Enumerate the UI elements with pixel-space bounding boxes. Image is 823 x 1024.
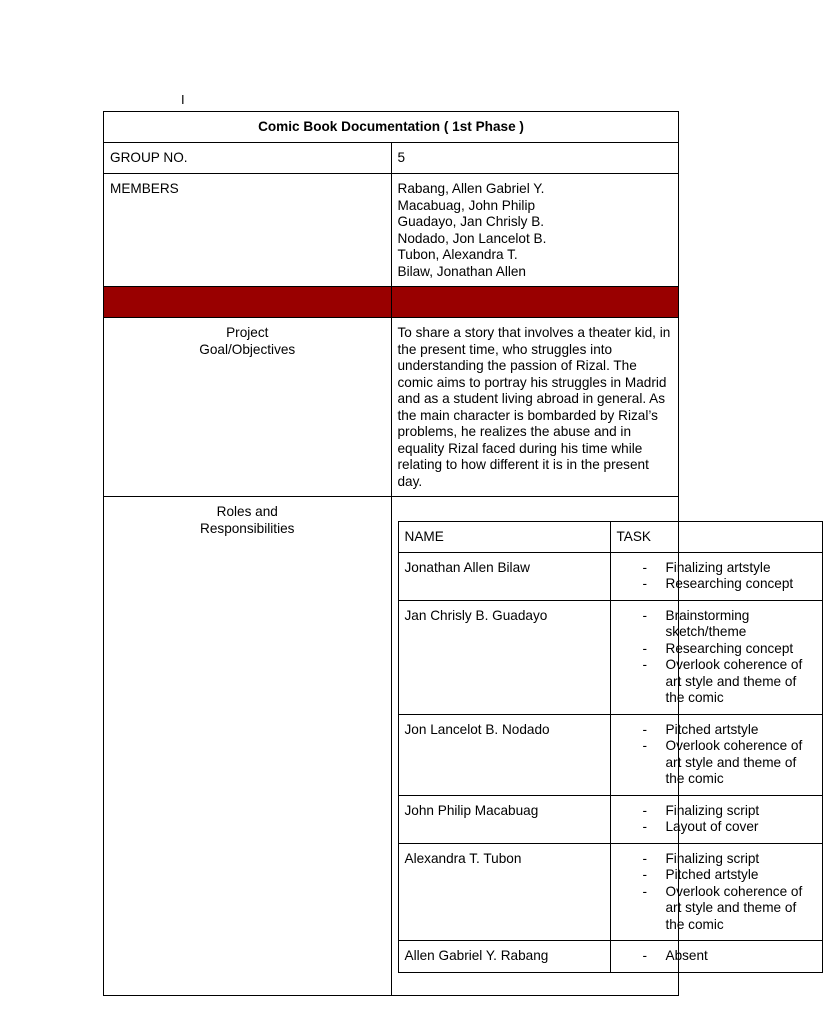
title-row bbox=[104, 112, 679, 143]
role-tasks-cell bbox=[610, 843, 822, 941]
roles-label-cell bbox=[104, 497, 392, 996]
goal-text-cell bbox=[391, 318, 679, 497]
task-list bbox=[617, 803, 816, 836]
task-list bbox=[617, 948, 816, 965]
table-row bbox=[398, 714, 822, 795]
role-member-name: Alexandra T. Tubon bbox=[398, 843, 610, 941]
task-item: - Brainstorming sketch/theme bbox=[643, 608, 816, 641]
task-item: - Researching concept bbox=[643, 576, 816, 593]
members-row bbox=[104, 174, 679, 287]
group-value: 5 bbox=[397, 150, 406, 165]
task-item: - Finalizing script bbox=[643, 803, 816, 820]
roles-header-name: NAME bbox=[398, 522, 610, 553]
task-item: - Pitched artstyle bbox=[643, 722, 816, 739]
table-row bbox=[398, 600, 822, 714]
group-value-cell bbox=[391, 143, 679, 174]
roles-label-line: Responsibilities bbox=[200, 520, 295, 536]
table-row bbox=[398, 843, 822, 941]
task-list bbox=[617, 608, 816, 707]
task-item: - Layout of cover bbox=[643, 819, 816, 836]
documentation-table bbox=[103, 111, 803, 996]
table-row bbox=[398, 552, 822, 600]
text-cursor-mark: I bbox=[181, 92, 185, 107]
table-row bbox=[398, 941, 822, 973]
task-item: - Overlook coherence of art style and theme of the comic bbox=[643, 738, 816, 788]
task-item: - Researching concept bbox=[643, 641, 816, 658]
members-label: MEMBERS bbox=[110, 181, 179, 196]
role-member-name: Allen Gabriel Y. Rabang bbox=[398, 941, 610, 973]
member-name: Macabuag, John Philip bbox=[397, 197, 536, 213]
group-label-cell bbox=[104, 143, 392, 174]
role-member-name: Jan Chrisly B. Guadayo bbox=[398, 600, 610, 714]
table-row bbox=[398, 795, 822, 843]
role-tasks-cell bbox=[610, 795, 822, 843]
role-tasks-cell bbox=[610, 552, 822, 600]
goal-label-line: Goal/Objectives bbox=[199, 341, 296, 357]
document-title: Comic Book Documentation ( 1st Phase ) bbox=[104, 112, 679, 143]
roles-row bbox=[104, 497, 679, 996]
banner-right-cell bbox=[391, 287, 679, 318]
members-list-cell bbox=[391, 174, 679, 287]
task-item: - Finalizing script bbox=[643, 851, 816, 868]
members-list bbox=[392, 174, 679, 286]
members-label-cell bbox=[104, 174, 392, 287]
member-name: Bilaw, Jonathan Allen bbox=[397, 263, 526, 279]
role-member-name: Jon Lancelot B. Nodado bbox=[398, 714, 610, 795]
member-name: Rabang, Allen Gabriel Y. bbox=[397, 181, 545, 196]
goal-label-cell bbox=[104, 318, 392, 497]
task-item: - Pitched artstyle bbox=[643, 867, 816, 884]
goal-text: To share a story that involves a theater kid, in the present time, who struggles into understanding the passion of Rizal. The comic aims to portray his struggles in Madrid and as a student living abroad in general. As the main character is bombarded by Rizal’s problems, he realizes the abuse and in equality Rizal faced during his time while relating to how different it is in the present day. bbox=[397, 325, 671, 489]
role-tasks-cell bbox=[610, 714, 822, 795]
task-item: - Overlook coherence of art style and theme of the comic bbox=[643, 657, 816, 707]
section-divider-banner bbox=[104, 287, 679, 318]
member-name: Tubon, Alexandra T. bbox=[397, 247, 518, 262]
roles-header-row bbox=[398, 522, 822, 553]
role-tasks-cell bbox=[610, 941, 822, 973]
goal-row bbox=[104, 318, 679, 497]
role-member-name: Jonathan Allen Bilaw bbox=[398, 552, 610, 600]
roles-label-line: Roles and bbox=[216, 504, 278, 519]
member-name: Nodado, Jon Lancelot B. bbox=[397, 230, 547, 246]
role-member-name: John Philip Macabuag bbox=[398, 795, 610, 843]
group-row bbox=[104, 143, 679, 174]
task-list bbox=[617, 851, 816, 934]
goal-label bbox=[104, 318, 391, 364]
goal-label-line: Project bbox=[226, 325, 269, 340]
roles-table bbox=[398, 521, 823, 973]
group-label: GROUP NO. bbox=[110, 150, 188, 165]
task-list bbox=[617, 722, 816, 788]
task-item: - Finalizing artstyle bbox=[643, 560, 816, 577]
banner-left-cell bbox=[104, 287, 392, 318]
task-item: - Absent bbox=[643, 948, 816, 965]
task-list bbox=[617, 560, 816, 593]
role-tasks-cell bbox=[610, 600, 822, 714]
roles-table-cell bbox=[391, 497, 803, 996]
roles-label bbox=[104, 497, 391, 543]
member-name: Guadayo, Jan Chrisly B. bbox=[397, 214, 545, 229]
task-item: - Overlook coherence of art style and theme of the comic bbox=[643, 884, 816, 934]
roles-header-task: TASK bbox=[610, 522, 822, 553]
